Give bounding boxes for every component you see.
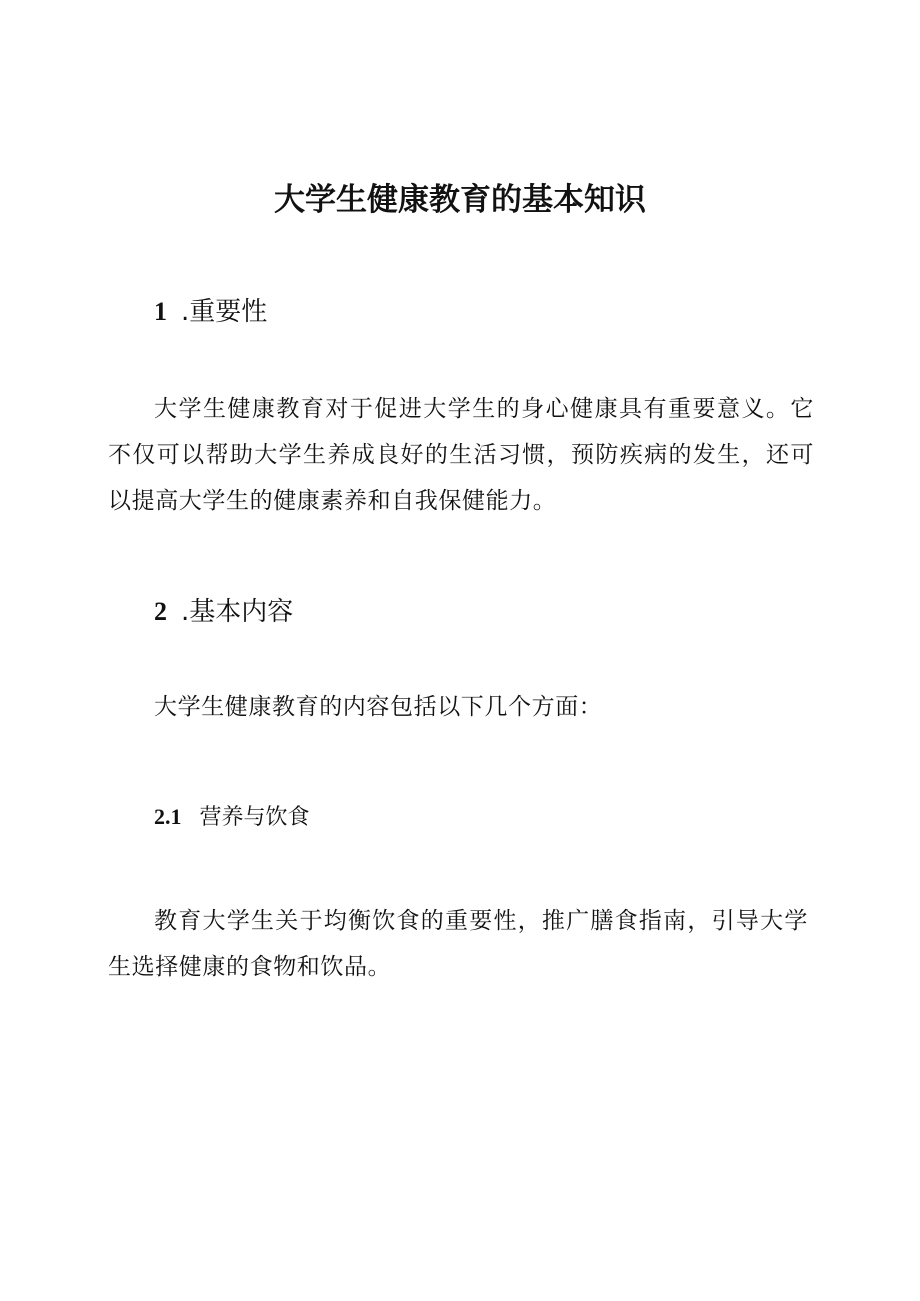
section-title: .重要性	[181, 297, 268, 327]
subsection-heading-nutrition	[154, 800, 310, 835]
subsection-paragraph-nutrition: 教育大学生关于均衡饮食的重要性，推广膳食指南，引导大学生选择健康的食物和饮品。	[108, 908, 808, 980]
section-heading-basic-content	[154, 592, 293, 632]
section-heading-importance	[154, 292, 267, 332]
subsection-number: 2.1	[154, 804, 182, 829]
document-title: 大学生健康教育的基本知识	[274, 182, 646, 218]
section-paragraph-importance: 大学生健康教育对于促进大学生的身心健康具有重要意义。它不仅可以帮助大学生养成良好的生活习惯，预防疾病的发生，还可以提高大学生的健康素养和自我保健能力。	[108, 396, 814, 514]
section-number: 2	[154, 597, 167, 626]
section-paragraph-basic-content: 大学生健康教育的内容包括以下几个方面：	[154, 694, 603, 720]
section-number: 1	[154, 297, 167, 326]
section-title: .基本内容	[181, 597, 294, 627]
subsection-title: 营养与饮食	[199, 805, 310, 830]
